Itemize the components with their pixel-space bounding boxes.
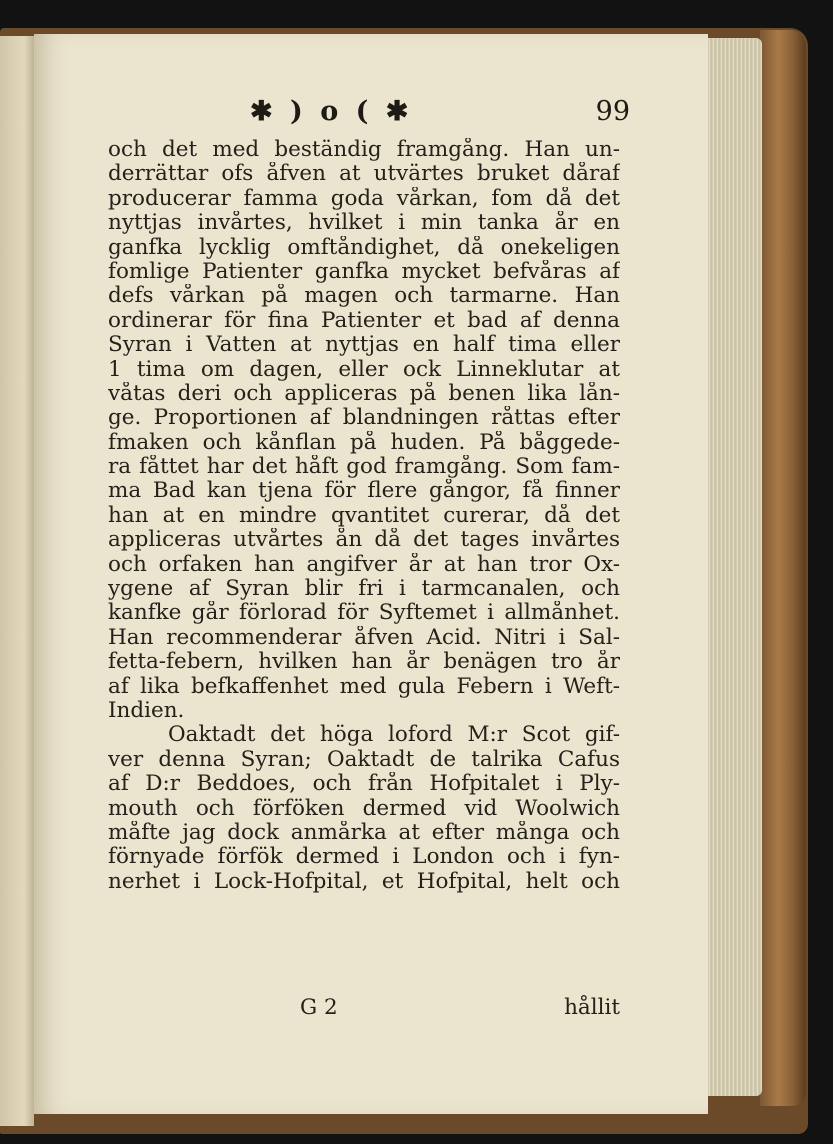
text-line: ordinerar för fina Patienter et bad af denna — [108, 308, 620, 333]
text-line: producerar famma goda vårkan, fom då det — [108, 186, 620, 211]
catchword: hållit — [564, 995, 620, 1020]
text-line: Indien. — [108, 698, 185, 723]
text-line: nerhet i Lock-Hofpital, et Hofpital, helt och — [108, 869, 620, 894]
text-line: 1 tima om dagen, eller ock Linneklutar at — [108, 357, 620, 382]
text-line: ganfka lycklig omftåndighet, då onekeligen — [108, 235, 620, 260]
text-line: fetta-febern, hvilken han år benägen tro år — [108, 650, 620, 675]
text-line: ra fåttet har det håft god framgång. Som fam- — [108, 455, 620, 480]
page-edges — [704, 38, 762, 1096]
text-line: och det med beständig framgång. Han un- — [108, 138, 620, 162]
text-line: ma Bad kan tjena för flere gångor, få finner — [108, 479, 620, 504]
text-line: våtas deri och appliceras på benen lika lån- — [108, 381, 620, 406]
text-line: kanfke går förlorad för Syftemet i allmånhet. — [108, 601, 620, 626]
text-line: Syran i Vatten at nyttjas en half tima eller — [108, 333, 620, 358]
text-line: ygene af Syran blir fri i tarmcanalen, och — [108, 577, 620, 602]
text-line: han at en mindre qvantitet curerar, då det — [108, 503, 620, 528]
text-line: förnyade förfök dermed i London och i fyn- — [108, 845, 620, 870]
text-line: defs vårkan på magen och tarmarne. Han — [108, 284, 620, 309]
text-line: af D:r Beddoes, och från Hofpitalet i Ply- — [108, 772, 620, 797]
page-text — [108, 138, 620, 894]
text-line: och orfaken han angifver år at han tror Ox- — [108, 552, 620, 577]
text-line: måfte jag dock anmårka at efter många och — [108, 820, 620, 845]
header-ornament: ✱ ) o ( ✱ — [250, 96, 413, 127]
text-line: af lika befkaffenhet med gula Febern i Weft- — [108, 674, 620, 699]
text-line: fomlige Patienter ganfka mycket befvåras af — [108, 259, 620, 284]
text-line: derrättar ofs åfven at utvärtes bruket dåraf — [108, 162, 620, 187]
text-line: mouth och förföken dermed vid Woolwich — [108, 796, 620, 821]
page-footer — [300, 995, 620, 1021]
page-number: 99 — [595, 96, 630, 127]
text-line: appliceras utvårtes ån då det tages invårtes — [108, 528, 620, 553]
signature-mark: G 2 — [300, 995, 338, 1020]
previous-page-edge — [0, 36, 34, 1126]
text-line: nyttjas invårtes, hvilket i min tanka år en — [108, 211, 620, 236]
text-line: ver denna Syran; Oaktadt de talrika Cafus — [108, 747, 620, 772]
book-spine-edge — [760, 30, 806, 1106]
text-line: Oaktadt det höga loford M:r Scot gif- — [168, 723, 620, 748]
page-header — [250, 96, 630, 130]
text-line: Han recommenderar åfven Acid. Nitri i Sal- — [108, 625, 620, 650]
text-line: fmaken och kånflan på huden. På båggede- — [108, 430, 620, 455]
text-line: ge. Proportionen af blandningen råttas efter — [108, 406, 620, 431]
